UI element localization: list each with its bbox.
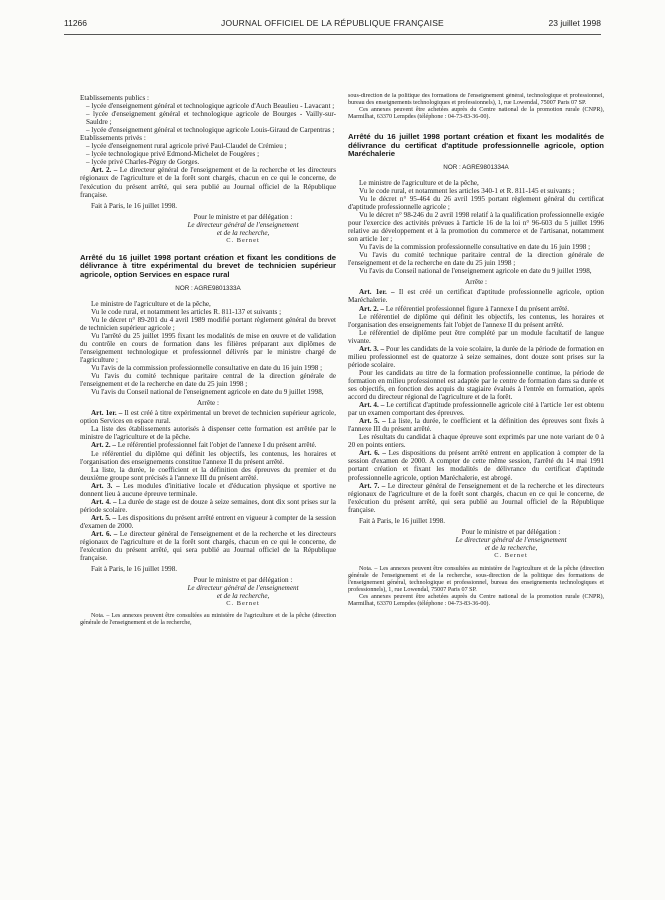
article-paragraph	[348, 433, 604, 449]
list-item: – lycée d'enseignement rural agricole privé Paul-Claudel de Crémieu ;	[86, 142, 287, 151]
article-text: Le référentiel du diplôme qui définit les objectifs, les contenus, les horaires et l'organisation des enseignements constitue l'annexe II du présent arrêté.	[80, 449, 336, 466]
article-label: Art. 2. –	[91, 441, 116, 450]
issue-date: 23 juillet 1998	[548, 18, 601, 28]
visa-paragraph: Vu l'avis de la commission professionnelle consultative en date du 16 juin 1998 ;	[359, 243, 591, 252]
article-paragraph	[348, 369, 604, 401]
list-item: – lycée privé Charles-Péguy de Gorges.	[86, 158, 200, 167]
right-column	[348, 93, 604, 893]
decree-title: Arrêté du 16 juillet 1998 portant création et fixant les conditions de délivrance à titre expérimental du brevet de technicien supérieur agricole, option Services en espace rural	[80, 252, 336, 280]
visa-paragraph: Vu l'avis du comité technique paritaire central de la direction générale de l'enseignement et de la recherche en date du 25 juin 1998 ;	[348, 251, 604, 268]
signature-pour: Pour le ministre et par délégation :	[461, 527, 561, 536]
article-text: Pour les candidats de la voie scolaire, la durée de la période de formation en milieu professionnel est de quatorze à seize semaines, dont douze sont prises sur la période scolaire.	[348, 344, 604, 369]
fait-a-paris: Fait à Paris, le 16 juillet 1998.	[91, 565, 178, 574]
article-label: Art. 1er. –	[359, 288, 395, 297]
article-label: Art. 5. –	[91, 513, 117, 522]
visa-paragraph: Le ministre de l'agriculture et de la pêche,	[91, 299, 211, 308]
article-text: Le référentiel professionnel fait l'objet de l'annexe I du présent arrêté.	[117, 441, 317, 450]
article-label: Art. 3. –	[91, 481, 120, 490]
fait-a-paris: Fait à Paris, le 16 juillet 1998.	[91, 201, 178, 210]
article-paragraph	[80, 166, 336, 198]
article-paragraph	[80, 450, 336, 466]
arrete-heading: Arrête :	[464, 278, 487, 287]
nota-continuation: sous-direction de la politique des formations de l'enseignement général, technologique et professionnel, bureau des enseignements technologiques et professionnels), 1, rue Lowendal, 75007 Paris 07 SP.	[348, 93, 604, 106]
visa-paragraph: Vu le décret n° 95-464 du 26 avril 1995 portant règlement général du certificat d'aptitude professionnelle agricole ;	[348, 194, 604, 211]
article-text: Il est créé à titre expérimental un brevet de technicien supérieur agricole, option Services en espace rural.	[80, 409, 336, 426]
article-paragraph	[348, 417, 604, 433]
article-text: La liste, la durée, le coefficient et la définition des épreuves sont fixés à l'annexe III du présent arrêté.	[348, 417, 604, 434]
signature-name: C. Bernet	[226, 236, 260, 244]
article-text: Le directeur général de l'enseignement et de la recherche et les directeurs régionaux de l'agriculture et de la forêt sont chargés, chacun en ce qui le concerne, de l'exécution du présent arrêté, qui sera publié au Journal officiel de la République française.	[80, 166, 336, 199]
article-paragraph	[80, 498, 336, 514]
decree-title: Arrêté du 16 juillet 1998 portant création et fixant les modalités de délivrance du certificat d'aptitude professionnelle agricole, option Maréchalerie	[348, 132, 604, 159]
article-label: Art. 6. –	[91, 529, 118, 538]
signature-role: et de la recherche,	[216, 592, 270, 601]
list-item: – lycée d'enseignement général et technologique agricole d'Auch Beaulieu - Lavacant ;	[86, 102, 335, 111]
visa-paragraph: Vu l'avis de la commission professionnelle consultative en date du 16 juin 1998 ;	[91, 364, 323, 373]
visa-paragraph: Vu l'avis du Conseil national de l'enseignement agricole en date du 9 juillet 1998,	[359, 267, 592, 276]
list-item: – lycée d'enseignement général et technologique agricole de Bourges - Vailly-sur-Sauldre ;	[86, 110, 336, 127]
article-text: Le certificat d'aptitude professionnelle agricole cité à l'article 1er est obtenu par un examen comportant des épreuves.	[348, 401, 604, 418]
article-paragraph	[348, 305, 604, 313]
article-text: Les dispositions du présent arrêté entrent en vigueur à compter de la session d'examen de 2000.	[80, 513, 336, 530]
article-text: La liste des établissements autorisés à dispenser cette formation est arrêtée par le ministre de l'agriculture et de la pêche.	[80, 425, 336, 442]
visa-paragraph: Vu l'avis du Conseil national de l'enseignement agricole en date du 9 juillet 1998,	[91, 388, 324, 397]
signature-role: Le directeur général de l'enseignement	[187, 584, 299, 593]
signature-pour: Pour le ministre et par délégation :	[193, 212, 293, 221]
article-text: Le référentiel de diplôme peut être complété par un module facultatif de langue vivante.	[348, 328, 604, 345]
visa-paragraph: Vu le décret n° 98-246 du 2 avril 1998 relatif à la qualification professionnelle exigée pour l'exercice des activités prévues à l'article 16 de la loi n° 96-603 du 5 juillet 1996 relative au développement et à la promotion du commerce et de l'artisanat, notamment son article 1er ;	[348, 211, 604, 244]
article-text: Le référentiel de diplôme qui définit les objectifs, les contenus, les horaires et l'organisation des enseignements fait l'objet de l'annexe II du présent arrêté.	[348, 312, 604, 329]
signature-block	[150, 213, 336, 245]
article-text: La durée de stage est de douze à seize semaines, dont dix sont prises sur la période scolaire.	[80, 497, 336, 514]
nor-reference: NOR : AGRE9801333A	[175, 284, 241, 292]
article-label: Art. 7. –	[359, 481, 386, 490]
article-paragraph	[80, 530, 336, 562]
signature-role: et de la recherche,	[484, 543, 538, 552]
article-label: Art. 5. –	[359, 417, 386, 426]
signature-name: C. Bernet	[494, 551, 528, 559]
arrete-heading: Arrête :	[196, 399, 219, 408]
article-paragraph	[348, 401, 604, 417]
article-label: Art. 2. –	[91, 166, 118, 175]
article-label: Art. 2. –	[359, 304, 384, 313]
article-label: Art. 6. –	[359, 449, 386, 458]
article-text: Le référentiel professionnel figure à l'annexe I du présent arrêté.	[385, 304, 570, 313]
header-rule	[64, 34, 601, 35]
visa-paragraph: Vu le code rural, et notamment les articles 340-1 et R. 811-145 et suivants ;	[359, 186, 575, 195]
article-paragraph	[80, 425, 336, 441]
visa-paragraph: Vu le décret n° 89-201 du 4 avril 1989 modifié portant règlement général du brevet de technicien supérieur agricole ;	[80, 315, 336, 332]
list-item: – lycée technologique privé Edmond-Michelet de Fougères ;	[86, 150, 260, 159]
article-label: Art. 4. –	[359, 401, 385, 410]
left-column	[80, 94, 336, 894]
article-text: Le directeur général de l'enseignement et de la recherche et les directeurs régionaux de l'agriculture et de la forêt sont chargés, chacun en ce qui le concerne, de l'exécution du présent arrêté, qui sera publié au Journal officiel de la République française.	[348, 481, 604, 514]
nota-note: Nota. – Les annexes peuvent être consultées au ministère de l'agriculture et de la pêche (direction générale de l'enseignement et de la recherche, sous-direction de la politique des formations de l'enseignement général, technologique et professionnel, bureau des enseignements technologiques et professionnels), 1, rue Lowendal, 75007 Paris 07 SP.	[348, 565, 604, 593]
signature-block	[418, 528, 604, 560]
article-text: La liste, la durée, le coefficient et la définition des épreuves du premier et du deuxième groupe sont précisés à l'annexe III du présent arrêté.	[80, 465, 336, 482]
article-paragraph	[348, 449, 604, 481]
article-paragraph	[80, 409, 336, 425]
page-header	[64, 14, 601, 32]
article-paragraph	[80, 441, 336, 449]
article-paragraph	[80, 514, 336, 530]
fait-a-paris: Fait à Paris, le 16 juillet 1998.	[359, 516, 446, 525]
article-paragraph	[80, 466, 336, 482]
article-label: Art. 3. –	[359, 344, 385, 353]
article-paragraph	[80, 482, 336, 498]
article-text: Les résultats du candidat à chaque épreuve sont exprimés par une note variant de 0 à 20 en points entiers.	[348, 433, 604, 450]
article-paragraph	[348, 288, 604, 304]
article-label: Art. 1er. –	[91, 409, 123, 418]
nota-note: Ces annexes peuvent être achetées auprès du Centre national de la promotion rurale (CNPR), Marmilhat, 63370 Lempdes (téléphone : 04-73-83-36-00).	[348, 593, 604, 607]
article-text: Il est créé un certificat d'aptitude professionnelle agricole, option Maréchalerie.	[348, 288, 604, 305]
article-text: Les dispositions du présent arrêté entrent en application à compter de la session d'examen de 2000. A compter de cette même session, l'arrêté du 14 mai 1991 portant création et fixant les modalités de délivrance du certificat d'aptitude professionnelle agricole, option Maréchalerie, est abrogé.	[348, 449, 604, 482]
visa-paragraph: Vu l'arrêté du 25 juillet 1995 fixant les modalités de mise en œuvre et de validation du contrôle en cours de formation dans les filières préparant aux diplômes de l'enseignement technologique et professionnel délivrés par le ministre chargé de l'agriculture ;	[80, 331, 336, 364]
article-text: Les modules d'initiative locale et d'éducation physique et sportive ne donnent lieu à aucune épreuve terminale.	[80, 481, 336, 498]
signature-role: Le directeur général de l'enseignement	[455, 535, 567, 544]
article-paragraph	[348, 482, 604, 514]
article-text: Pour les candidats au titre de la formation professionnelle continue, la période de formation en milieu professionnel est adaptée par le centre de formation dans sa durée et ses objectifs, en fonction des acquis du stagiaire évalués à l'entrée en formation, après accord du directeur régional de l'agriculture et de la forêt.	[348, 368, 604, 402]
article-label: Art. 4. –	[91, 497, 117, 506]
article-paragraph	[348, 329, 604, 345]
nota-note: Nota. – Les annexes peuvent être consultées au ministère de l'agriculture et de la pêche (direction générale de l'enseignement et de la recherche,	[80, 613, 336, 627]
visa-paragraph: Le ministre de l'agriculture et de la pêche,	[359, 178, 479, 187]
signature-role: et de la recherche,	[216, 228, 270, 237]
article-paragraph	[348, 345, 604, 369]
visa-paragraph: Vu le code rural, et notamment les articles R. 811-137 et suivants ;	[91, 307, 282, 316]
list-item: – lycée d'enseignement général et technologique agricole Louis-Giraud de Carpentras ;	[86, 126, 335, 135]
etab-prive-label: Etablissements privés :	[80, 134, 146, 143]
signature-name: C. Bernet	[226, 600, 260, 608]
journal-title: JOURNAL OFFICIEL DE LA RÉPUBLIQUE FRANÇAISE	[221, 18, 444, 28]
signature-role: Le directeur général de l'enseignement	[187, 220, 299, 229]
visa-paragraph: Vu l'avis du comité technique paritaire central de la direction générale de l'enseignement et de la recherche en date du 25 juin 1998 ;	[80, 372, 336, 389]
signature-block	[150, 576, 336, 608]
page-number: 11266	[64, 18, 88, 28]
nota-continuation: Ces annexes peuvent être achetées auprès du Centre national de la promotion rurale (CNPR), Marmilhat, 63370 Lempdes (téléphone : 04-73-83-36-00).	[348, 107, 604, 120]
signature-pour: Pour le ministre et par délégation :	[193, 576, 293, 585]
nor-reference: NOR : AGRE9801334A	[443, 163, 509, 171]
article-paragraph	[348, 313, 604, 329]
etab-public-label: Etablissements publics :	[80, 94, 150, 102]
article-text: Le directeur général de l'enseignement et de la recherche et les directeurs régionaux de l'agriculture et de la forêt sont chargés, chacun en ce qui le concerne, de l'exécution du présent arrêté, qui sera publié au Journal officiel de la République française.	[80, 529, 336, 563]
